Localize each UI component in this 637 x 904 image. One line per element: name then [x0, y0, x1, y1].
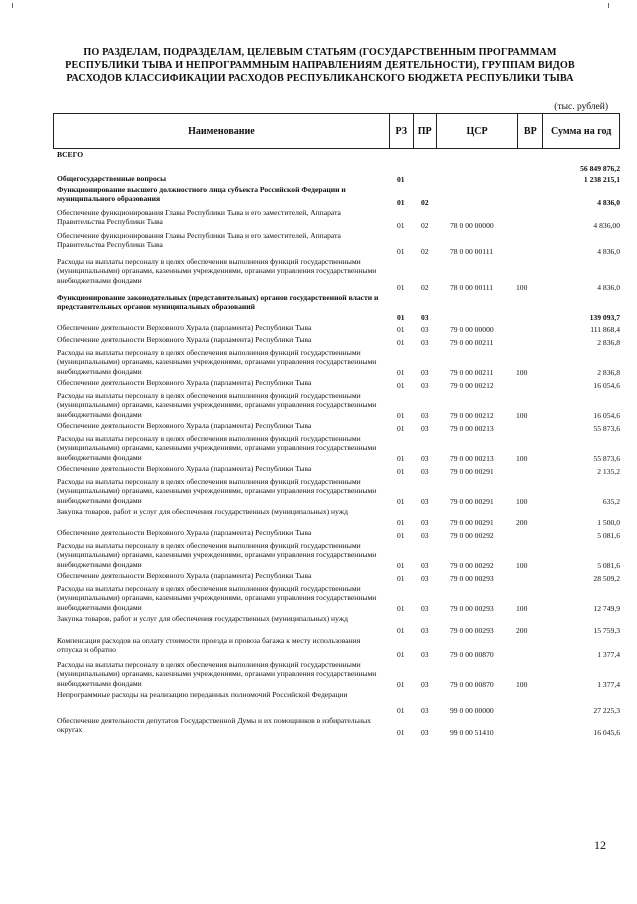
row-sum: 1 238 215,1: [583, 174, 620, 184]
title-line-1: ПО РАЗДЕЛАМ, ПОДРАЗДЕЛАМ, ЦЕЛЕВЫМ СТАТЬЯМ (ГОСУДАРСТВЕННЫМ ПРОГРАММАМ: [83, 47, 557, 58]
table-row: [57, 421, 620, 434]
row-pr: 03: [421, 603, 429, 613]
row-vr: 100: [516, 367, 528, 377]
row-name: Обеспечение функционирования Главы Республики Тыва и его заместителей, Аппарата Правительства Республики Тыва: [57, 231, 341, 250]
header-name: Наименование: [54, 114, 390, 148]
table-row: [57, 690, 620, 716]
row-rz: 01: [397, 282, 405, 292]
row-rz: 01: [397, 573, 405, 583]
row-csr: 78 0 00 00000: [450, 220, 494, 230]
row-name: Обеспечение деятельности Верховного Хурала (парламента) Республики Тыва: [57, 528, 312, 537]
row-sum: 139 093,7: [589, 312, 620, 322]
row-sum: 55 873,6: [593, 423, 620, 433]
row-rz: 01: [397, 466, 405, 476]
row-sum: 4 836,0: [597, 197, 620, 207]
row-vr: 100: [516, 496, 528, 506]
table-row: [57, 150, 620, 174]
row-name: Функционирование законодательных (представительных) органов государственной власти и представительных органов муниципальных образований: [57, 293, 379, 312]
row-name: Функционирование высшего должностного лица субъекта Российской Федерации и муниципального образования: [57, 185, 346, 204]
row-name: Обеспечение деятельности депутатов Государственной Думы и их помощников в избирательных округах: [57, 716, 372, 735]
row-csr: 78 0 00 00111: [450, 282, 494, 292]
table-row: [57, 185, 620, 208]
row-sum: 2 836,8: [597, 367, 620, 377]
row-pr: 03: [421, 380, 429, 390]
row-csr: 79 0 00 00213: [450, 453, 494, 463]
row-rz: 01: [397, 453, 405, 463]
row-rz: 01: [397, 517, 405, 527]
row-pr: 03: [421, 312, 429, 322]
row-csr: 79 0 00 00293: [450, 603, 494, 613]
row-pr: 02: [421, 282, 429, 292]
table-row: [57, 571, 620, 584]
row-name: Закупка товаров, работ и услуг для обеспечения государственных (муниципальных) нужд: [57, 614, 348, 623]
row-name: Расходы на выплаты персоналу в целях обеспечения выполнения функций государственными (муниципальными) органами, казенными учреждениями, органами управления государственными внебюджетными фондами: [57, 348, 377, 376]
table-row: [57, 716, 620, 738]
row-sum: 4 836,0: [597, 246, 620, 256]
row-rz: 01: [397, 246, 405, 256]
row-rz: 01: [397, 560, 405, 570]
row-rz: 01: [397, 496, 405, 506]
row-csr: 79 0 00 00293: [450, 625, 494, 635]
table-row: [57, 174, 620, 185]
header-vr: ВР: [518, 114, 543, 148]
row-name: Расходы на выплаты персоналу в целях обеспечения выполнения функций государственными (муниципальными) органами, казенными учреждениями, органами управления государственными внебюджетными фондами: [57, 584, 377, 612]
row-sum: 2 836,8: [597, 337, 620, 347]
row-pr: 03: [421, 649, 429, 659]
row-sum: 15 759,3: [593, 625, 620, 635]
row-vr: 200: [516, 625, 528, 635]
table-row: [57, 434, 620, 464]
table-row: [57, 636, 620, 660]
row-rz: 01: [397, 679, 405, 689]
row-pr: 03: [421, 517, 429, 527]
header-pr: ПР: [414, 114, 437, 148]
row-pr: 02: [421, 220, 429, 230]
row-vr: 100: [516, 679, 528, 689]
table-row: [57, 507, 620, 528]
row-vr: 100: [516, 453, 528, 463]
row-pr: 03: [421, 337, 429, 347]
row-name: Общегосударственные вопросы: [57, 174, 167, 183]
row-sum: 56 849 876,2: [580, 163, 620, 173]
row-rz: 01: [397, 324, 405, 334]
row-sum: 1 377,4: [597, 679, 620, 689]
row-name: Расходы на выплаты персоналу в целях обеспечения выполнения функций государственными (муниципальными) органами, казенными учреждениями, органами управления государственными внебюджетными фондами: [57, 660, 377, 688]
row-sum: 635,2: [602, 496, 620, 506]
table-row: [57, 584, 620, 614]
row-sum: 1 377,4: [597, 649, 620, 659]
row-csr: 78 0 00 00111: [450, 246, 494, 256]
table-row: [57, 378, 620, 391]
row-csr: 79 0 00 00291: [450, 466, 494, 476]
row-sum: 16 054,6: [593, 410, 620, 420]
row-name: Расходы на выплаты персоналу в целях обеспечения выполнения функций государственными (муниципальными) органами, казенными учреждениями, органами управления государственными внебюджетными фондами: [57, 541, 377, 569]
row-name: Обеспечение деятельности Верховного Хурала (парламента) Республики Тыва: [57, 421, 312, 430]
row-name: Расходы на выплаты персоналу в целях обеспечения выполнения функций государственными (муниципальными) органами, казенными учреждениями, органами управления государственными внебюджетными фондами: [57, 477, 377, 505]
table-row: [57, 335, 620, 348]
row-csr: 79 0 00 00212: [450, 380, 494, 390]
unit-label: (тыс. рублей): [554, 102, 608, 112]
row-csr: 79 0 00 00291: [450, 517, 494, 527]
row-csr: 79 0 00 00292: [450, 560, 494, 570]
row-rz: 01: [397, 603, 405, 613]
table-row: [57, 323, 620, 335]
row-rz: 01: [397, 220, 405, 230]
row-name: Обеспечение деятельности Верховного Хурала (парламента) Республики Тыва: [57, 323, 312, 332]
table-row: [57, 660, 620, 690]
row-pr: 03: [421, 367, 429, 377]
row-pr: 03: [421, 496, 429, 506]
row-csr: 79 0 00 00212: [450, 410, 494, 420]
row-rz: 01: [397, 410, 405, 420]
header-rz: РЗ: [390, 114, 414, 148]
table-header: [53, 113, 620, 149]
row-rz: 01: [397, 727, 405, 737]
row-name: Обеспечение деятельности Верховного Хурала (парламента) Республики Тыва: [57, 464, 312, 473]
scan-mark-right: [608, 3, 609, 8]
row-pr: 03: [421, 410, 429, 420]
row-name: Обеспечение деятельности Верховного Хурала (парламента) Республики Тыва: [57, 378, 312, 387]
table-row: [57, 391, 620, 421]
row-name: Компенсация расходов на оплату стоимости проезда и провоза багажа к месту использования отпуска и обратно: [57, 636, 361, 655]
row-rz: 01: [397, 423, 405, 433]
table-row: [57, 257, 620, 293]
row-csr: 99 0 00 51410: [450, 727, 494, 737]
row-csr: 79 0 00 00870: [450, 679, 494, 689]
row-csr: 99 0 00 00000: [450, 705, 494, 715]
row-vr: 100: [516, 603, 528, 613]
row-name: Закупка товаров, работ и услуг для обеспечения государственных (муниципальных) нужд: [57, 507, 348, 516]
row-vr: 100: [516, 282, 528, 292]
table-row: [57, 528, 620, 541]
table-row: [57, 348, 620, 378]
row-sum: 4 836,00: [593, 220, 620, 230]
row-rz: 01: [397, 625, 405, 635]
row-rz: 01: [397, 705, 405, 715]
page-number: 12: [594, 838, 606, 852]
table-row: [57, 293, 620, 323]
row-csr: 79 0 00 00291: [450, 496, 494, 506]
scan-mark-left: [12, 3, 13, 8]
row-pr: 03: [421, 453, 429, 463]
row-vr: 100: [516, 560, 528, 570]
table-row: [57, 464, 620, 477]
row-sum: 27 225,3: [593, 705, 620, 715]
header-sum: Сумма на год: [551, 125, 612, 137]
row-pr: 03: [421, 625, 429, 635]
row-name: ВСЕГО: [57, 150, 84, 159]
row-csr: 79 0 00 00870: [450, 649, 494, 659]
header-csr: ЦСР: [437, 114, 519, 148]
row-name: Расходы на выплаты персоналу в целях обеспечения выполнения функций государственными (муниципальными) органами, казенными учреждениями, органами управления государственными внебюджетными фондами: [57, 391, 377, 419]
row-sum: 4 836,0: [597, 282, 620, 292]
row-rz: 01: [397, 174, 405, 184]
row-rz: 01: [397, 649, 405, 659]
table-row: [57, 477, 620, 507]
row-pr: 03: [421, 727, 429, 737]
table-body: [57, 150, 620, 738]
row-pr: 03: [421, 560, 429, 570]
row-rz: 01: [397, 380, 405, 390]
table-row: [57, 541, 620, 571]
page-title: [40, 46, 600, 85]
row-csr: 79 0 00 00213: [450, 423, 494, 433]
row-pr: 03: [421, 679, 429, 689]
row-sum: 16 045,6: [593, 727, 620, 737]
row-pr: 03: [421, 530, 429, 540]
row-sum: 5 081,6: [597, 530, 620, 540]
row-sum: 1 500,0: [597, 517, 620, 527]
row-name: Расходы на выплаты персоналу в целях обеспечения выполнения функций государственными (муниципальными) органами, казенными учреждениями, органами управления государственными внебюджетными фондами: [57, 434, 377, 462]
row-pr: 03: [421, 466, 429, 476]
row-vr: 200: [516, 517, 528, 527]
row-rz: 01: [397, 337, 405, 347]
row-sum: 28 509,2: [593, 573, 620, 583]
row-name: Расходы на выплаты персоналу в целях обеспечения выполнения функций государственными (муниципальными) органами, казенными учреждениями, органами управления государственными внебюджетными фондами: [57, 257, 377, 285]
row-sum: 16 054,6: [593, 380, 620, 390]
row-vr: 100: [516, 410, 528, 420]
row-name: Обеспечение деятельности Верховного Хурала (парламента) Республики Тыва: [57, 335, 312, 344]
row-csr: 79 0 00 00000: [450, 324, 494, 334]
row-name: Обеспечение функционирования Главы Республики Тыва и его заместителей, Аппарата Правительства Республики Тыва: [57, 208, 341, 227]
row-sum: 5 081,6: [597, 560, 620, 570]
row-sum: 111 868,4: [590, 324, 620, 334]
row-csr: 79 0 00 00293: [450, 573, 494, 583]
row-rz: 01: [397, 312, 405, 322]
row-pr: 03: [421, 573, 429, 583]
row-pr: 02: [421, 246, 429, 256]
row-name: Обеспечение деятельности Верховного Хурала (парламента) Республики Тыва: [57, 571, 312, 580]
row-pr: 03: [421, 705, 429, 715]
row-rz: 01: [397, 367, 405, 377]
row-pr: 03: [421, 324, 429, 334]
row-csr: 79 0 00 00211: [450, 367, 494, 377]
table-row: [57, 208, 620, 231]
title-line-2: РЕСПУБЛИКИ ТЫВА И НЕПРОГРАММНЫМ НАПРАВЛЕНИЯМ ДЕЯТЕЛЬНОСТИ), ГРУППАМ ВИДОВ: [65, 60, 575, 71]
row-rz: 01: [397, 530, 405, 540]
row-csr: 79 0 00 00292: [450, 530, 494, 540]
row-name: Непрограммные расходы на реализацию переданных полномочий Российской Федерации: [57, 690, 348, 699]
table-row: [57, 614, 620, 636]
title-line-3: РАСХОДОВ КЛАССИФИКАЦИИ РАСХОДОВ РЕСПУБЛИКАНСКОГО БЮДЖЕТА РЕСПУБЛИКИ ТЫВА: [66, 73, 574, 84]
row-pr: 03: [421, 423, 429, 433]
table-row: [57, 231, 620, 257]
row-pr: 02: [421, 197, 429, 207]
row-sum: 12 749,9: [593, 603, 620, 613]
row-csr: 79 0 00 00211: [450, 337, 494, 347]
row-sum: 55 873,6: [593, 453, 620, 463]
row-sum: 2 135,2: [597, 466, 620, 476]
row-rz: 01: [397, 197, 405, 207]
